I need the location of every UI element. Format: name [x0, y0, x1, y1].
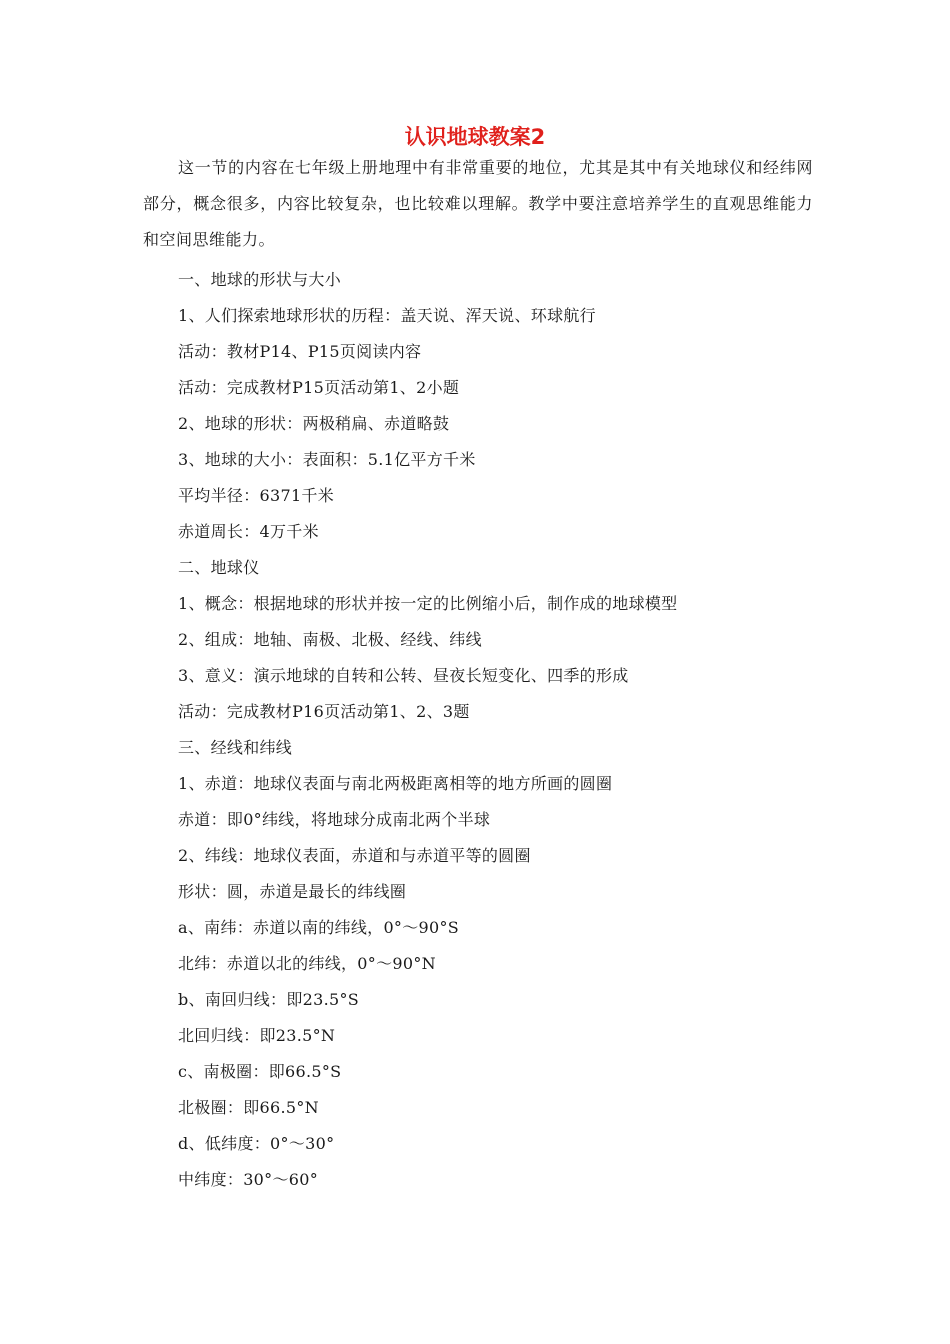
- text-line: 2、地球的形状：两极稍扁、赤道略鼓: [178, 414, 450, 433]
- text-line: a、南纬：赤道以南的纬线，0°～90°S: [178, 918, 460, 937]
- intro-paragraph: 这一节的内容在七年级上册地理中有非常重要的地位，尤其是其中有关地球仪和经纬网部分，概念很多，内容比较复杂，也比较难以理解。教学中要注意培养学生的直观思维能力和空间思维能力。: [143, 158, 813, 249]
- text-line: 2、组成：地轴、南极、北极、经线、纬线: [178, 630, 482, 649]
- text-line: 中纬度：30°～60°: [178, 1170, 319, 1189]
- text-line: 3、地球的大小：表面积：5.1亿平方千米: [178, 450, 476, 469]
- text-line: 1、人们探索地球形状的历程：盖天说、浑天说、环球航行: [178, 306, 596, 325]
- text-line: 平均半径：6371千米: [178, 486, 335, 505]
- document-title: 认识地球教案2: [404, 125, 546, 149]
- content-lines: [178, 262, 818, 1198]
- text-line: 2、纬线：地球仪表面，赤道和与赤道平等的圆圈: [178, 846, 531, 865]
- text-line: 赤道：即0°纬线，将地球分成南北两个半球: [178, 810, 491, 829]
- text-line: 形状：圆，赤道是最长的纬线圈: [178, 882, 407, 901]
- text-line: 赤道周长：4万千米: [178, 522, 319, 541]
- text-line: 3、意义：演示地球的自转和公转、昼夜长短变化、四季的形成: [178, 666, 629, 685]
- text-line: 活动：完成教材P15页活动第1、2小题: [178, 378, 460, 397]
- section-heading-shape-size: 一、地球的形状与大小: [178, 270, 342, 289]
- text-line: 北纬：赤道以北的纬线，0°～90°N: [178, 954, 436, 973]
- text-line: 1、概念：根据地球的形状并按一定的比例缩小后，制作成的地球模型: [178, 594, 678, 613]
- section-heading-meridians-parallels: 三、经线和纬线: [178, 738, 293, 757]
- section-heading-globe: 二、地球仪: [178, 558, 260, 577]
- text-line: 活动：教材P14、P15页阅读内容: [178, 342, 422, 361]
- text-line: 1、赤道：地球仪表面与南北两极距离相等的地方所画的圆圈: [178, 774, 613, 793]
- text-line: b、南回归线：即23.5°S: [178, 990, 360, 1009]
- text-line: c、南极圈：即66.5°S: [178, 1062, 342, 1081]
- text-line: 北回归线：即23.5°N: [178, 1026, 336, 1045]
- text-line: d、低纬度：0°～30°: [178, 1134, 335, 1153]
- text-line: 活动：完成教材P16页活动第1、2、3题: [178, 702, 470, 721]
- text-line: 北极圈：即66.5°N: [178, 1098, 319, 1117]
